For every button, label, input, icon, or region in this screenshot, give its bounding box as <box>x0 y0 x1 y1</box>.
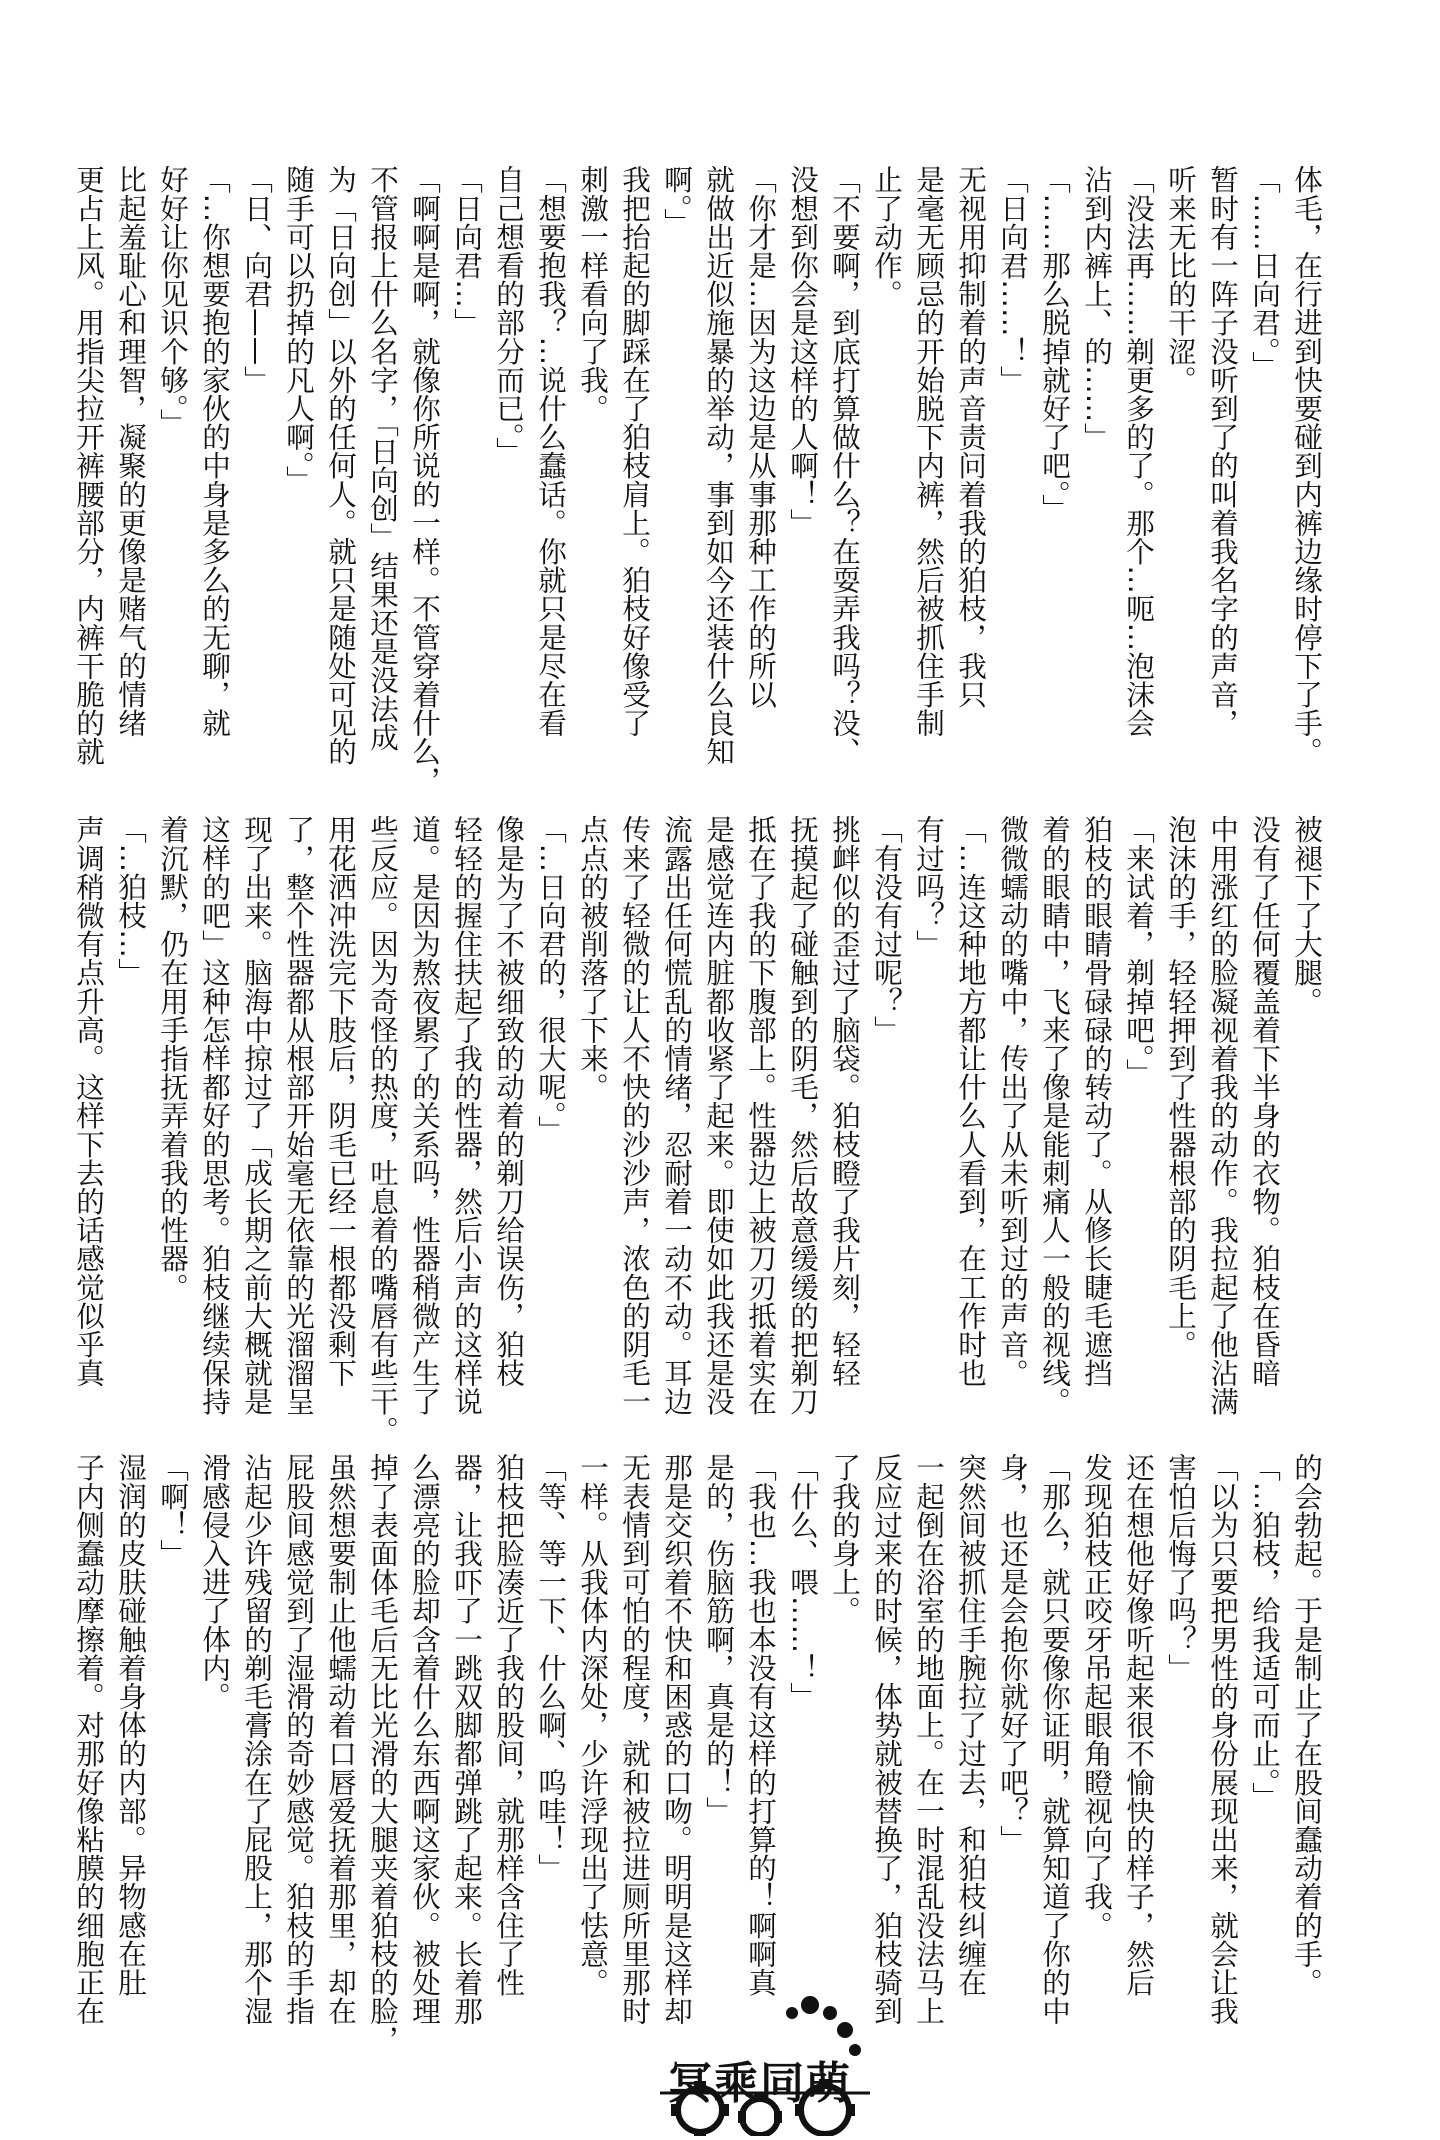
text-column: 像是为了不被细致的动着的剃刀给误伤，狛枝 <box>492 815 526 1387</box>
text-column: 是感觉连内脏都收紧了起来。即使如此我还是没 <box>702 815 736 1416</box>
text-column: 「日向君……！」 <box>996 165 1030 394</box>
text-column: 好好让你见识个够。」 <box>156 165 190 437</box>
text-column: 还在想他好像听起来很不愉快的样子，然后 <box>1122 1453 1156 1997</box>
text-column: 轻轻的握住扶起了我的性器，然后小声的这样说 <box>450 815 484 1416</box>
text-column: 就做出近似施暴的举动，事到如今还装什么良知 <box>702 165 736 766</box>
text-column: 「想要抱我？…说什么蠢话。你就只是尽在看 <box>534 165 568 737</box>
text-column: 滑感侵入进了体内。 <box>198 1453 232 1711</box>
text-column: 「那么，就只要像你证明，就算知道了你的中 <box>1038 1453 1072 2025</box>
text-column: 止了动作。 <box>870 165 904 308</box>
text-column: 突然间被抓住手腕拉了过去，和狛枝纠缠在 <box>954 1453 988 1997</box>
text-column: 刺激一样看向了我。 <box>576 165 610 423</box>
text-column: 「有没有过呢？」 <box>870 815 904 1044</box>
text-block-bottom <box>65 1453 1325 2054</box>
text-column: 「我也…我也本没有这样的打算的！啊啊真 <box>744 1453 778 1997</box>
text-column: 那是交织着不快和困惑的口吻。明明是这样却 <box>660 1453 694 2025</box>
text-column: 道。是因为熬夜累了的关系吗，性器稍微产生了 <box>408 815 442 1416</box>
text-column: 的会勃起。于是制止了在股间蠢动着的手。 <box>1290 1453 1324 1997</box>
text-column: 比起羞耻心和理智，凝聚的更像是赌气的情绪 <box>114 165 148 737</box>
text-column: 么漂亮的脸却含着什么东西啊这家伙。被处理 <box>408 1453 442 2025</box>
text-column: 沾到内裤上、的……」 <box>1080 165 1114 451</box>
text-column: 「日、向君——」 <box>240 165 274 394</box>
text-column: 声调稍微有点升高。这样下去的话感觉似乎真 <box>72 815 106 1387</box>
text-column: 害怕后悔了吗？」 <box>1164 1453 1198 1682</box>
text-column: 流露出任何慌乱的情绪，忍耐着一动不动。耳边 <box>660 815 694 1416</box>
text-column: 湿润的皮肤碰触着身体的内部。异物感在肚 <box>114 1453 148 1997</box>
text-column: 挑衅似的歪过了脑袋。狛枝瞪了我片刻，轻轻 <box>828 815 862 1387</box>
text-column: 我把抬起的脚踩在了狛枝肩上。狛枝好像受了 <box>618 165 652 737</box>
text-column: 「…你想要抱的家伙的中身是多么的无聊，就 <box>198 165 232 737</box>
text-column: 被褪下了大腿。 <box>1290 815 1324 1016</box>
text-column: 反应过来的时候，体势就被替换了，狛枝骑到 <box>870 1453 904 2025</box>
text-column: 泡沫的手，轻轻押到了性器根部的阴毛上。 <box>1164 815 1198 1359</box>
text-column: 没有了任何覆盖着下半身的衣物。狛枝在昏暗 <box>1248 815 1282 1387</box>
text-column: 「…狛枝，给我适可而止。」 <box>1248 1453 1282 1811</box>
text-column: 「……那么脱掉就好了吧。」 <box>1038 165 1072 523</box>
text-column: 这样的吧」这种怎样都好的思考。狛枝继续保持 <box>198 815 232 1416</box>
text-column: 自己想看的部分而已。」 <box>492 165 526 466</box>
text-column: 器，让我吓了一跳双脚都弹跳了起来。长着那 <box>450 1453 484 2025</box>
text-column: 些反应。因为奇怪的热度，吐息着的嘴唇有些干。 <box>366 815 400 1445</box>
text-column: 「什么、喂……！」 <box>786 1453 820 1711</box>
text-column: 更占上风。用指尖拉开裤腰部分，内裤干脆的就 <box>72 165 106 766</box>
text-column: 「…狛枝…」 <box>114 815 148 987</box>
text-column: 身，也还是会抱你就好了吧？」 <box>996 1453 1030 1854</box>
text-column: 「啊！」 <box>156 1453 190 1568</box>
text-column: 虽然想要制止他蠕动着口唇爱抚着那里，却在 <box>324 1453 358 2025</box>
text-column: 发现狛枝正咬牙吊起眼角瞪视向了我。 <box>1080 1453 1114 1940</box>
text-column: 了，整个性器都从根部开始毫无依靠的光溜溜呈 <box>282 815 316 1416</box>
text-block-top <box>65 165 1325 795</box>
text-column: 沾起少许残留的剃毛膏涂在了屁股上，那个湿 <box>240 1453 274 2025</box>
text-column: 着的眼睛中，飞来了像是能刺痛人一般的视线。 <box>1038 815 1072 1416</box>
text-column: 是毫无顾忌的开始脱下内裤，然后被抓住手制 <box>912 165 946 737</box>
text-column: 随手可以扔掉的凡人啊。」 <box>282 165 316 494</box>
text-column: 体毛，在行进到快要碰到内裤边缘时停下了手。 <box>1290 165 1324 766</box>
text-column: 暂时有一阵子没听到了的叫着我名字的声音， <box>1206 165 1240 737</box>
text-column: 「你才是…因为这边是从事那种工作的所以 <box>744 165 778 709</box>
text-column: 没想到你会是这样的人啊！」 <box>786 165 820 537</box>
text-column: 「不要啊，到底打算做什么？在耍弄我吗？没、 <box>828 165 862 766</box>
text-column: 微微蠕动的嘴中，传出了从未听到过的声音。 <box>996 815 1030 1387</box>
text-column: 是的，伤脑筋啊，真是的！」 <box>702 1453 736 1825</box>
text-column: 无表情到可怕的程度，就和被拉进厕所里那时 <box>618 1453 652 2025</box>
text-column: 了我的身上。 <box>828 1453 862 1625</box>
text-column: 「…连这种地方都让什么人看到，在工作时也 <box>954 815 988 1387</box>
text-column: 一样。从我体内深处，少许浮现出了怯意。 <box>576 1453 610 1997</box>
text-column: 屁股间感觉到了湿滑的奇妙感觉。狛枝的手指 <box>282 1453 316 2025</box>
text-column: 子内侧蠢动摩擦着。对那好像粘膜的细胞正在 <box>72 1453 106 2025</box>
text-column: 有过吗？」 <box>912 815 946 958</box>
group-logo <box>640 1985 890 2136</box>
logo-text: 冥乘同萌 <box>668 2058 852 2109</box>
text-column: 啊。」 <box>660 165 694 237</box>
text-column: 不管报上什么名字，「日向创」结果还是没法成 <box>366 165 400 752</box>
text-column: 「…日向君的，很大呢。」 <box>534 815 568 1144</box>
text-column: 「以为只要把男性的身份展现出来，就会让我 <box>1206 1453 1240 2025</box>
text-column: 一起倒在浴室的地面上。在一时混乱没法马上 <box>912 1453 946 2025</box>
text-column: 着沉默，仍在用手指抚弄着我的性器。 <box>156 815 190 1302</box>
text-column: 用花洒冲洗完下肢后，阴毛已经一根都没剩下 <box>324 815 358 1387</box>
text-column: 无视用抑制着的声音责问着我的狛枝，我只 <box>954 165 988 709</box>
text-block-middle <box>65 815 1325 1445</box>
text-column: 狛枝把脸凑近了我的股间，就那样含住了性 <box>492 1453 526 1997</box>
text-column: 现了出来。脑海中掠过了「成长期之前大概就是 <box>240 815 274 1416</box>
text-column: 为「日向创」以外的任何人。就只是随处可见的 <box>324 165 358 766</box>
text-column: 抚摸起了碰触到的阴毛，然后故意缓缓的把剃刀 <box>786 815 820 1416</box>
text-column: 「没法再……剃更多的了。那个…呃…泡沫会 <box>1122 165 1156 737</box>
text-column: 「来试着，剃掉吧。」 <box>1122 815 1156 1087</box>
text-column: 「……日向君。」 <box>1248 165 1282 380</box>
text-column: 点点的被削落了下来。 <box>576 815 610 1101</box>
text-column: 传来了轻微的让人不快的沙沙声，浓色的阴毛一 <box>618 815 652 1416</box>
text-column: 「啊啊是啊，就像你所说的一样。不管穿着什么， <box>408 165 442 795</box>
text-column: 狛枝的眼睛骨碌碌的转动了。从修长睫毛遮挡 <box>1080 815 1114 1387</box>
text-column: 中用涨红的脸凝视着我的动作。我拉起了他沾满 <box>1206 815 1240 1416</box>
text-column: 掉了表面体毛后无比光滑的大腿夹着狛枝的脸， <box>366 1453 400 2054</box>
text-column: 「日向君…」 <box>450 165 484 337</box>
text-column: 「等、等一下、什么啊、呜哇！」 <box>534 1453 568 1882</box>
text-column: 抵在了我的下腹部上。性器边上被刀刃抵着实在 <box>744 815 778 1416</box>
text-column: 听来无比的干涩。 <box>1164 165 1198 394</box>
